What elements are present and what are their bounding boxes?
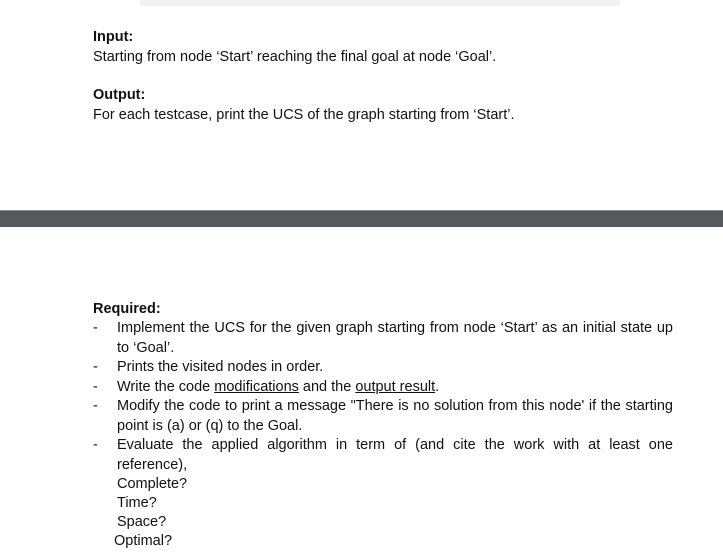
input-heading: Input: — [93, 29, 134, 45]
page-break-divider — [0, 210, 723, 227]
modifications-underlined: modifications — [214, 378, 299, 395]
bullet-dash: - — [93, 359, 98, 375]
criteria-complete: Complete? — [117, 476, 188, 492]
list-item-text: Modify the code to print a message "There is no solution from this node' if the starting point is (a) or (q) to the Goal. — [117, 398, 673, 434]
list-item — [93, 397, 673, 436]
criteria-optimal: Optimal? — [114, 533, 173, 549]
bullet-dash: - — [93, 378, 98, 395]
bullet-dash: - — [93, 398, 98, 414]
input-section — [93, 27, 496, 67]
bullet-dash: - — [93, 437, 98, 453]
bullet-dash: - — [93, 320, 98, 336]
output-text: For each testcase, print the UCS of the graph starting from ‘Start’. — [93, 107, 515, 123]
required-section — [93, 299, 673, 551]
list-item-text-post: . — [435, 378, 440, 395]
criteria-time: Time? — [117, 495, 157, 511]
criteria-space: Space? — [117, 514, 167, 530]
output-result-underlined: output result — [355, 378, 436, 395]
required-list — [93, 319, 673, 475]
list-item — [93, 378, 673, 398]
list-item-text: Implement the UCS for the given graph starting from node ‘Start’ as an initial state up to ‘Goal’. — [117, 320, 673, 356]
list-item — [93, 436, 673, 475]
list-item-text: Prints the visited nodes in order. — [117, 359, 324, 375]
output-heading: Output: — [93, 87, 146, 103]
top-page-edge — [140, 0, 620, 6]
list-item — [93, 358, 673, 378]
list-item-text-pre: Write the code — [117, 378, 215, 395]
list-item — [93, 319, 673, 358]
output-section — [93, 85, 515, 125]
input-text: Starting from node ‘Start’ reaching the final goal at node ‘Goal’. — [93, 49, 497, 65]
list-item-text: Evaluate the applied algorithm in term of (and cite the work with at least one reference), — [117, 437, 673, 473]
list-item-text-mid: and the — [298, 378, 356, 395]
required-heading: Required: — [93, 301, 161, 317]
